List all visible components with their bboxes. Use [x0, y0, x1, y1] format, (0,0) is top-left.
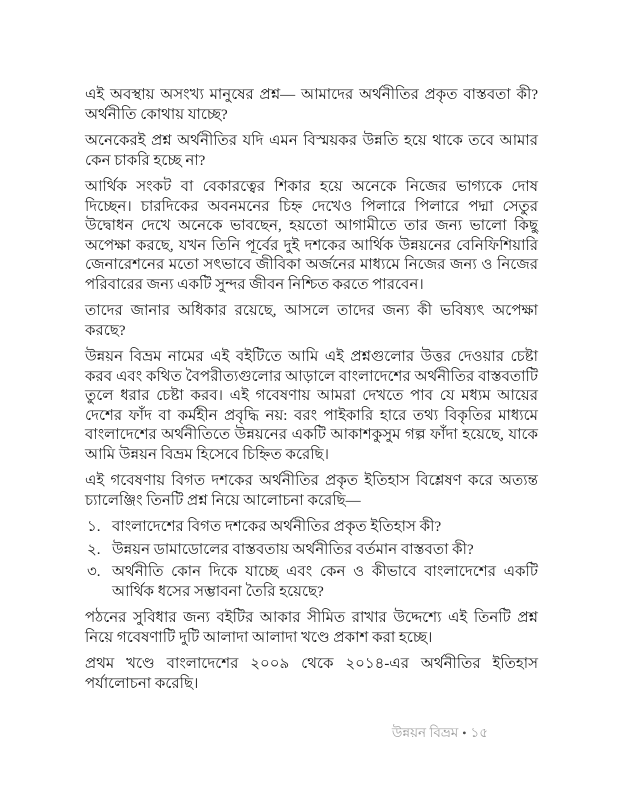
question-text: অর্থনীতি কোন দিকে যাচ্ছে এবং কেন ও কীভাবে বাংলাদেশের একটি আর্থিক ধসের সম্ভাবনা তৈরি হয়েছে?	[112, 564, 538, 600]
question-item	[85, 541, 538, 561]
bullet-separator-icon: •	[462, 726, 467, 740]
footer-page-number: ১৫	[470, 725, 488, 740]
body-paragraph: আর্থিক সংকট বা বেকারত্বের শিকার হয়ে অনেকে নিজের ভাগ্যকে দোষ দিচ্ছেন। চারদিকের অবনমনের চিহ্ন দেখেও পিলারে পিলারে পদ্মা সেতুর উদ্বোধন দেখে অনেকে ভাবছেন, হয়তো আগামীতে তার জন্য ভালো কিছু অপেক্ষা করছে, যখন তিনি পূর্বের দুই দশকের আর্থিক উন্নয়নের বেনিফিশিয়ারি জেনারেশনের মতো সৎভাবে জীবিকা অর্জনের মাধ্যমে নিজের জন্য ও নিজের পরিবারের জন্য একটি সুন্দর জীবন নিশ্চিত করতে পারবেন।	[85, 179, 538, 293]
body-paragraph: এই গবেষণায় বিগত দশকের অর্থনীতির প্রকৃত ইতিহাস বিশ্লেষণ করে অত্যন্ত চ্যালেঞ্জিং তিনটি প্রশ্ন নিয়ে আলোচনা করেছি—	[85, 473, 538, 509]
question-text: উন্নয়ন ডামাডোলের বাস্তবতায় অর্থনীতির বর্তমান বাস্তবতা কী?	[112, 541, 474, 558]
body-paragraph: এই অবস্থায় অসংখ্য মানুষের প্রশ্ন— আমাদের অর্থনীতির প্রকৃত বাস্তবতা কী? অর্থনীতি কোথায় যাচ্ছে?	[85, 87, 538, 123]
question-item	[85, 518, 538, 538]
question-text: বাংলাদেশের বিগত দশকের অর্থনীতির প্রকৃত ইতিহাস কী?	[112, 519, 442, 535]
question-number: ২.	[87, 541, 101, 558]
question-item	[85, 563, 538, 602]
body-paragraph: প্রথম খণ্ডে বাংলাদেশের ২০০৯ থেকে ২০১৪-এর অর্থনীতির ইতিহাস পর্যালোচনা করেছি।	[85, 656, 538, 692]
body-paragraph: তাদের জানার অধিকার রয়েছে, আসলে তাদের জন্য কী ভবিষ্যৎ অপেক্ষা করছে?	[85, 303, 538, 339]
question-number: ১.	[87, 519, 101, 535]
footer-book-title: উন্নয়ন বিভ্রম	[391, 725, 459, 740]
body-paragraph: উন্নয়ন বিভ্রম নামের এই বইটিতে আমি এই প্রশ্নগুলোর উত্তর দেওয়ার চেষ্টা করব এবং কথিত বৈপরীত্যগুলোর আড়ালে বাংলাদেশের অর্থনীতির বাস্তবতাটি তুলে ধরার চেষ্টা করব। এই গবেষণায় আমরা দেখতে পাব যে মধ্যম আয়ের দেশের ফাঁদ বা কর্মহীন প্রবৃদ্ধি নয়: বরং পাইকারি হারে তথ্য বিকৃতির মাধ্যমে বাংলাদেশের অর্থনীতিতে উন্নয়নের একটি আকাশকুসুম গল্প ফাঁদা হয়েছে, যাকে আমি উন্নয়ন বিভ্রম হিসেবে চিহ্নিত করেছি।	[85, 349, 538, 463]
body-paragraph: অনেকেরই প্রশ্ন অর্থনীতির যদি এমন বিস্ময়কর উন্নতি হয়ে থাকে তবে আমার কেন চাকরি হচ্ছে না?	[85, 133, 538, 169]
question-number: ৩.	[87, 564, 101, 580]
page-body	[85, 86, 538, 701]
question-list	[85, 518, 538, 602]
page-footer	[392, 722, 488, 745]
body-paragraph: পঠনের সুবিধার জন্য বইটির আকার সীমিত রাখার উদ্দেশ্যে এই তিনটি প্রশ্ন নিয়ে গবেষণাটি দুটি আলাদা আলাদা খণ্ডে প্রকাশ করা হচ্ছে।	[85, 610, 538, 646]
